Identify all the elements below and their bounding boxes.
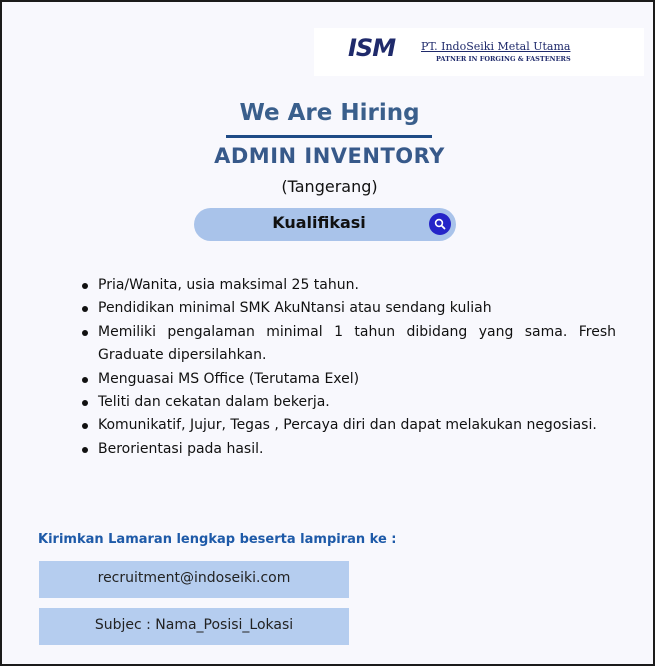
- list-item: Menguasai MS Office (Terutama Exel): [80, 368, 616, 391]
- logo-company-name: PT. IndoSeiki Metal Utama: [421, 40, 571, 53]
- qualifications-list: [80, 274, 616, 461]
- recruitment-email: recruitment@indoseiki.com: [97, 570, 291, 586]
- logo-tagline: PATNER IN FORGING & FASTENERS: [436, 55, 571, 63]
- location-label: (Tangerang): [281, 177, 378, 196]
- list-item: Berorientasi pada hasil.: [80, 438, 616, 461]
- email-box: [39, 561, 349, 598]
- position-title: ADMIN INVENTORY: [214, 144, 445, 168]
- search-icon: [429, 213, 451, 235]
- list-item: Pendidikan minimal SMK AkuNtansi atau sendang kuliah: [80, 297, 616, 320]
- hiring-heading: We Are Hiring: [239, 100, 420, 126]
- list-item: Komunikatif, Jujur, Tegas , Percaya diri dan dapat melakukan negosiasi.: [80, 414, 616, 437]
- list-item: Pria/Wanita, usia maksimal 25 tahun.: [80, 274, 616, 297]
- qualifications-bar: [194, 208, 456, 241]
- list-item: Teliti dan cekatan dalam bekerja.: [80, 391, 616, 414]
- subject-box: [39, 608, 349, 645]
- heading-underline: [226, 135, 432, 138]
- qualifications-label: Kualifikasi: [272, 213, 366, 232]
- email-subject-format: Subjec : Nama_Posisi_Lokasi: [94, 617, 294, 633]
- list-item: Memiliki pengalaman minimal 1 tahun dibidang yang sama. Fresh Graduate dipersilahkan.: [80, 321, 616, 368]
- company-logo: [314, 28, 644, 76]
- logo-mark: ISM: [348, 34, 396, 62]
- application-instructions: Kirimkan Lamaran lengkap beserta lampiran ke :: [38, 532, 397, 547]
